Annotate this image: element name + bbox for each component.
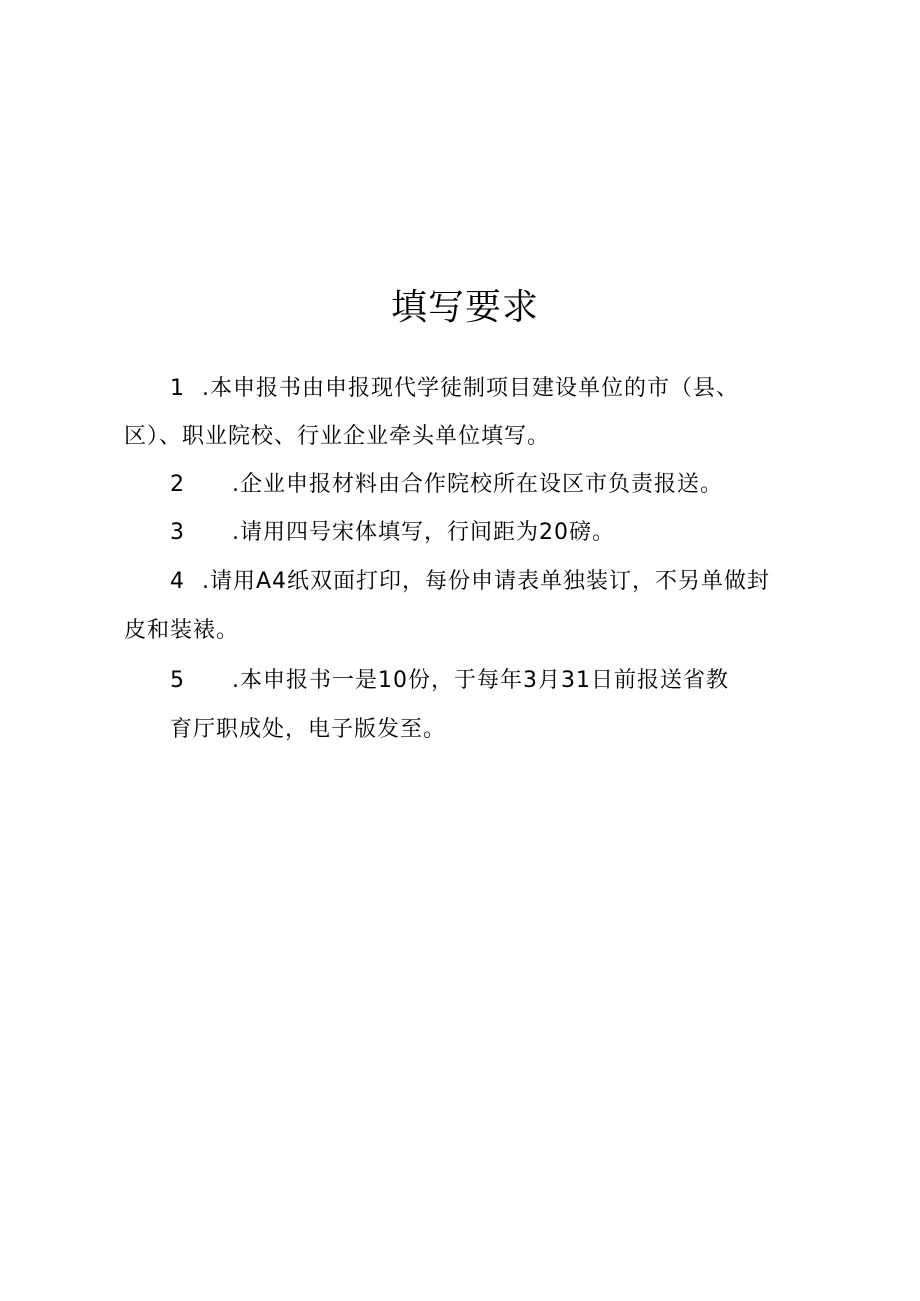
item-text: .本申报书一是10份，于每年3月31日前报送省教 <box>232 668 729 693</box>
list-item-4-line-2 <box>124 616 239 646</box>
list-item-1-line-2 <box>124 422 550 452</box>
item-number: 4 <box>170 569 185 594</box>
item-text: 皮和装裱。 <box>124 618 240 643</box>
item-text: .本申报书由申报现代学徒制项目建设单位的市（县、 <box>202 376 739 401</box>
page-title: 填写要求 <box>390 287 539 328</box>
list-item-1-line-1 <box>170 374 739 404</box>
item-text: 育厅职成处，电子版发至。 <box>170 717 447 742</box>
item-number: 2 <box>170 472 185 497</box>
item-text: .请用四号宋体填写，行间距为20磅。 <box>232 520 615 545</box>
list-item-3 <box>170 518 615 548</box>
item-text: .企业申报材料由合作院校所在设区市负责报送。 <box>232 472 723 497</box>
list-item-5-line-2 <box>170 715 446 745</box>
item-number: 1 <box>170 376 185 401</box>
item-text: .请用A4纸双面打印，每份申请表单独装订，不另单做封 <box>202 569 771 594</box>
list-item-5-line-1 <box>170 666 729 696</box>
item-number: 5 <box>170 668 185 693</box>
list-item-4-line-1 <box>170 567 770 597</box>
list-item-2 <box>170 470 723 500</box>
item-number: 3 <box>170 520 185 545</box>
item-text: 区）、职业院校、行业企业牵头单位填写。 <box>124 424 551 449</box>
